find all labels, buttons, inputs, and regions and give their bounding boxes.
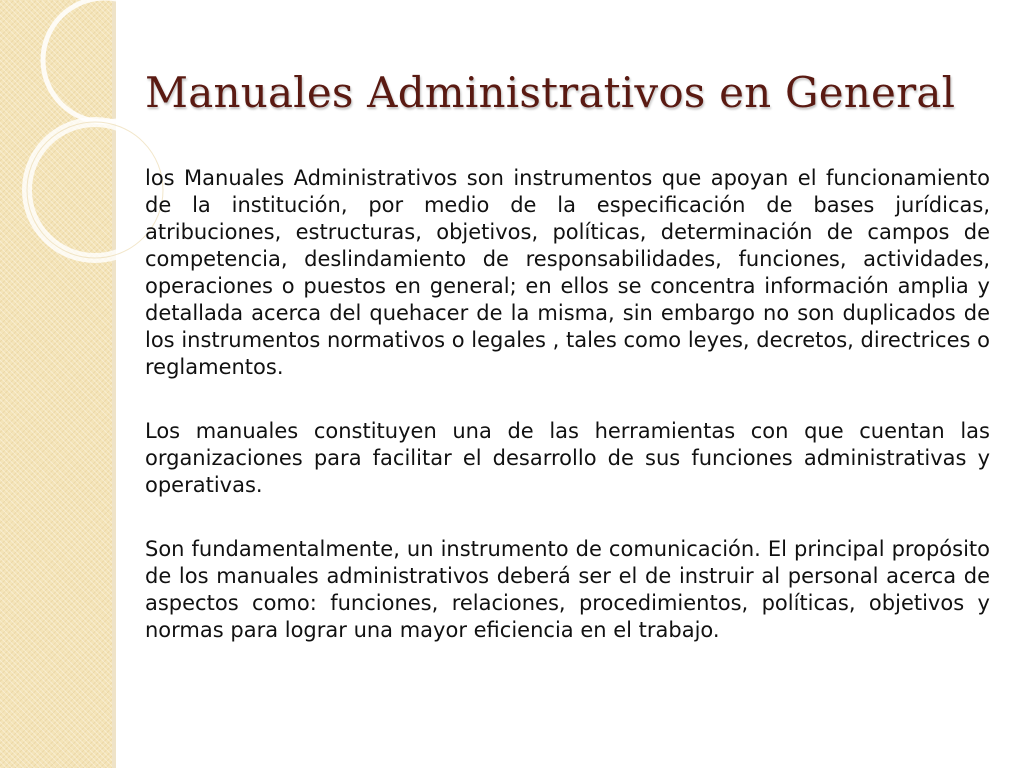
slide-body — [145, 165, 990, 681]
paragraph-purpose: Son fundamentalmente, un instrumento de comunicación. El principal propósito de los manuales administrativos deberá ser el de instruir al personal acerca de aspectos como: funciones, relaciones, procedimientos, políticas, objetivos y normas para lograr una mayor eficiencia en el trabajo. — [145, 537, 990, 642]
paragraph-definition: los Manuales Administrativos son instrumentos que apoyan el funcionamiento de la institución, por medio de la especificación de bases jurídicas, atribuciones, estructuras, objetivos, políticas, determinación de campos de competencia, deslindamiento de responsabilidades, funciones, actividades, operaciones o puestos en general; en ellos se concentra información amplia y detallada acerca del quehacer de la misma, sin embargo no son duplicados de los instrumentos normativos o legales , tales como leyes, decretos, directrices o reglamentos. — [145, 166, 990, 379]
slide-title: Manuales Administrativos en General — [145, 68, 956, 117]
paragraph-tools: Los manuales constituyen una de las herramientas con que cuentan las organizaciones para facilitar el desarrollo de sus funciones administrativas y operativas. — [145, 419, 990, 497]
